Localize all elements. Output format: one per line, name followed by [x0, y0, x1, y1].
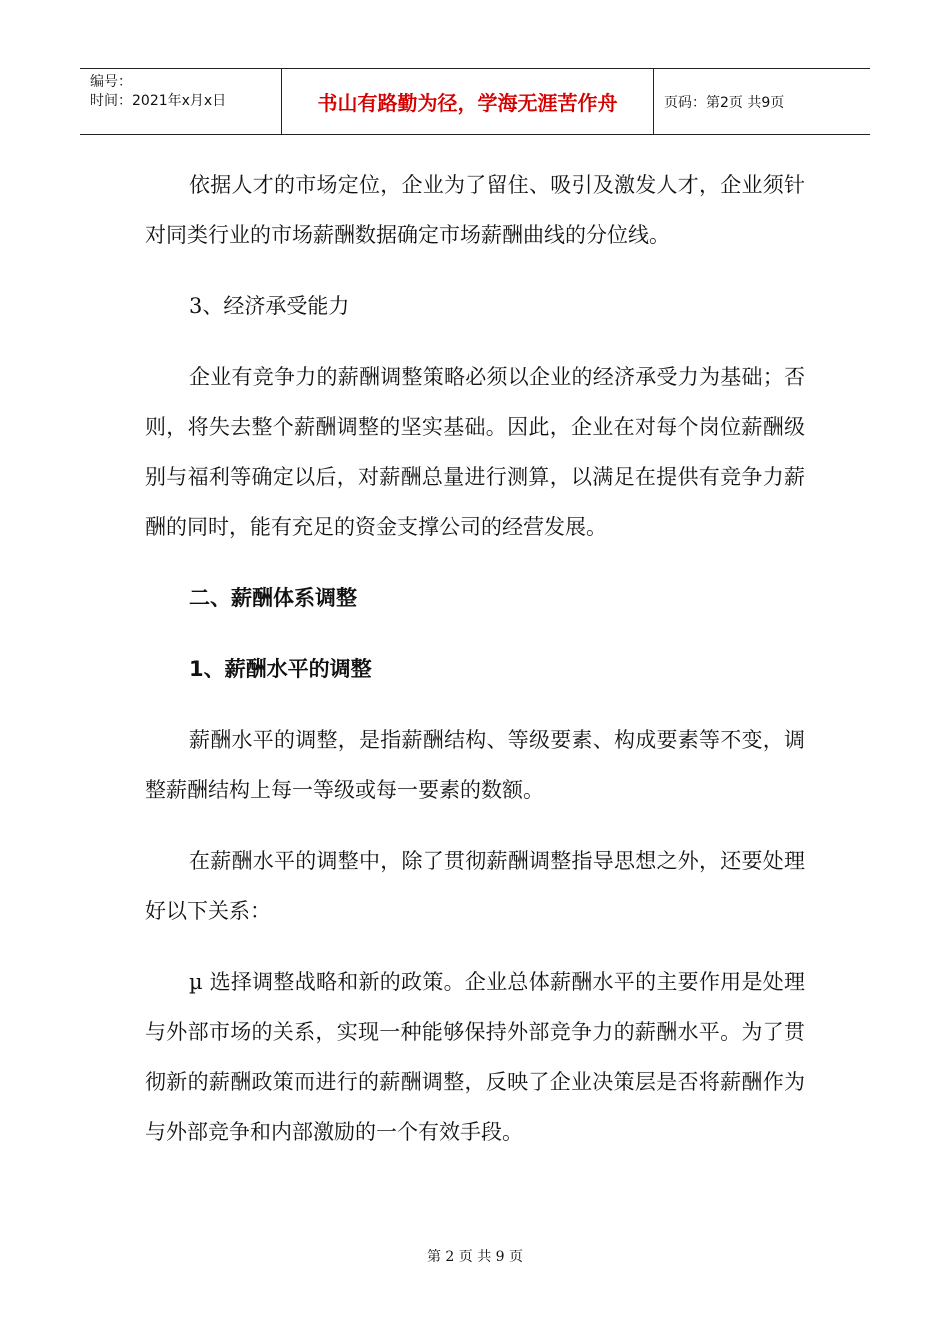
paragraph-adjustment-strategy: µ 选择调整战略和新的政策。企业总体薪酬水平的主要作用是处理与外部市场的关系，实现一种能够保持外部竞争力的薪酬水平。为了贯彻新的薪酬政策而进行的薪酬调整，反映了企业决策层是否将薪酬作为与外部竞争和内部激励的一个有效手段。	[145, 970, 805, 1144]
header-page-info: 页码：第2页 共9页	[664, 94, 785, 111]
paragraph-market-positioning: 依据人才的市场定位，企业为了留住、吸引及激发人才，企业须针对同类行业的市场薪酬数据确定市场薪酬曲线的分位线。	[145, 173, 805, 247]
paragraph-economic-capacity: 企业有竞争力的薪酬调整策略必须以企业的经济承受力为基础；否则，将失去整个薪酬调整的坚实基础。因此，企业在对每个岗位薪酬级别与福利等确定以后，对薪酬总量进行测算，以满足在提供有竞争力薪酬的同时，能有充足的资金支撑公司的经营发展。	[145, 365, 805, 539]
page-footer: 第 2 页 共 9 页	[426, 1249, 524, 1265]
document-body	[145, 160, 805, 1178]
header-motto: 书山有路勤为径，学海无涯苦作舟	[282, 69, 654, 134]
paragraph-salary-level-relations: 在薪酬水平的调整中，除了贯彻薪酬调整指导思想之外，还要处理好以下关系：	[145, 849, 805, 923]
paragraph-salary-level-definition: 薪酬水平的调整，是指薪酬结构、等级要素、构成要素等不变，调整薪酬结构上每一等级或每一要素的数额。	[145, 728, 805, 802]
document-number-label: 编号：	[90, 74, 132, 90]
document-date-label: 时间：2021年x月x日	[90, 93, 227, 109]
header-meta	[80, 69, 282, 134]
subsection-heading-salary-level: 1、薪酬水平的调整	[189, 657, 372, 681]
subheading-economic-capacity: 3、经济承受能力	[189, 294, 350, 318]
section-heading-salary-system: 二、薪酬体系调整	[189, 586, 357, 610]
page-header	[80, 68, 870, 135]
